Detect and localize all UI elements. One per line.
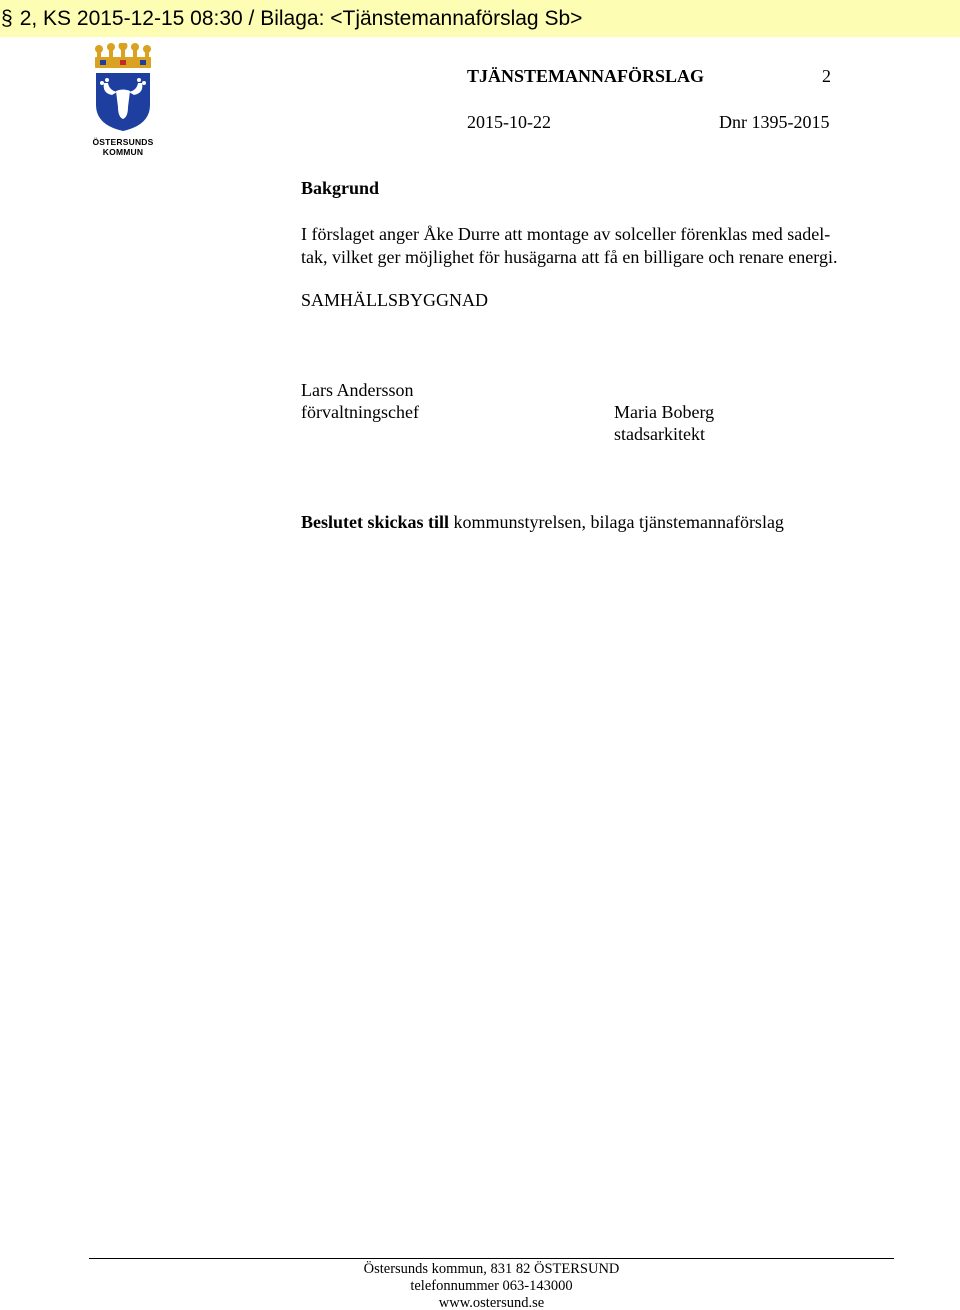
- municipality-logo: [92, 43, 154, 157]
- signatory-name: Lars Andersson: [301, 380, 414, 400]
- signatory-title: förvaltningschef: [301, 402, 419, 422]
- page-number: 2: [822, 66, 831, 86]
- section-heading: Bakgrund: [301, 178, 380, 198]
- footer-address: Östersunds kommun, 831 82 ÖSTERSUND: [363, 1261, 620, 1277]
- distribution-recipients: kommunstyrelsen, bilaga tjänstemannaförslag: [449, 512, 784, 532]
- distribution-line: [301, 512, 784, 533]
- distribution-label: Beslutet skickas till: [301, 512, 450, 532]
- document-type: TJÄNSTEMANNAFÖRSLAG: [467, 66, 705, 86]
- document-date: 2015-10-22: [467, 112, 551, 132]
- footer-phone: telefonnummer 063-143000: [410, 1278, 573, 1294]
- signatory-title: stadsarkitekt: [614, 424, 705, 444]
- logo-line-1: ÖSTERSUNDS: [92, 137, 154, 147]
- footer: [89, 1261, 894, 1310]
- top-banner: [0, 0, 960, 37]
- case-number: Dnr 1395-2015: [719, 112, 830, 132]
- coat-of-arms-icon: [92, 43, 154, 133]
- banner-text: 2, KS 2015-12-15 08:30 / Bilaga: <Tjänstemannaförslag Sb>: [19, 7, 583, 30]
- paragraph-line: I förslaget anger Åke Durre att montage av solceller förenklas med sadel-: [301, 224, 831, 244]
- paragraph-line: tak, vilket ger möjlighet för husägarna att få en billigare och renare energi.: [301, 247, 838, 267]
- background-paragraph: [301, 223, 891, 269]
- logo-line-2: KOMMUN: [102, 147, 144, 157]
- signatory-name: Maria Boberg: [614, 402, 715, 422]
- footer-divider: [89, 1258, 894, 1259]
- department-name: SAMHÄLLSBYGGNAD: [301, 290, 489, 310]
- section-symbol: §: [1, 7, 13, 30]
- signature-block: [614, 401, 714, 445]
- signature-block: [301, 379, 419, 423]
- footer-website: www.ostersund.se: [438, 1295, 545, 1310]
